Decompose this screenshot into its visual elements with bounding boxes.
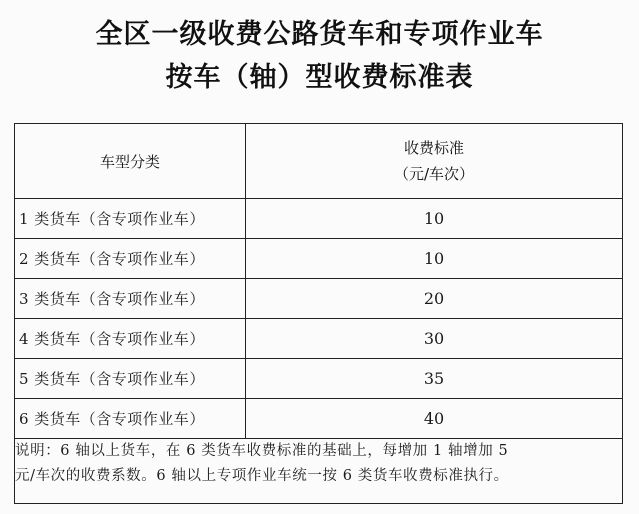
table-row [15,239,623,279]
toll-fee-cell: 30 [246,319,623,359]
vehicle-type-cell: 5 类货车（含专项作业车） [15,359,246,399]
vehicle-type-cell: 4 类货车（含专项作业车） [15,319,246,359]
table-note-cell [15,439,623,504]
table-row [15,399,623,439]
table-note-line-1: 说明：6 轴以上货车，在 6 类货车收费标准的基础上，每增加 1 轴增加 5 [15,443,509,459]
vehicle-type-cell: 6 类货车（含专项作业车） [15,399,246,439]
toll-fee-header-line-2: （元/车次） [393,165,475,183]
toll-standard-table [14,123,623,504]
document-title-line-1: 全区一级收费公路货车和专项作业车 [95,19,544,50]
table-row [15,359,623,399]
toll-fee-cell: 10 [246,239,623,279]
toll-fee-cell: 20 [246,279,623,319]
vehicle-type-cell: 3 类货车（含专项作业车） [15,279,246,319]
toll-fee-cell: 40 [246,399,623,439]
table-note-row [15,439,623,504]
vehicle-type-header: 车型分类 [15,124,246,199]
vehicle-type-cell: 2 类货车（含专项作业车） [15,239,246,279]
toll-fee-header-line-1: 收费标准 [403,139,464,157]
table-header-row [15,124,623,199]
table-row [15,319,623,359]
table-row [15,279,623,319]
toll-fee-cell: 10 [246,199,623,239]
toll-fee-header [246,124,623,199]
table-row [15,199,623,239]
toll-fee-cell: 35 [246,359,623,399]
document-title-line-2: 按车（轴）型收费标准表 [165,62,474,93]
vehicle-type-cell: 1 类货车（含专项作业车） [15,199,246,239]
table-note-line-2: 元/车次的收费系数。6 轴以上专项作业车统一按 6 类货车收费标准执行。 [15,468,509,484]
